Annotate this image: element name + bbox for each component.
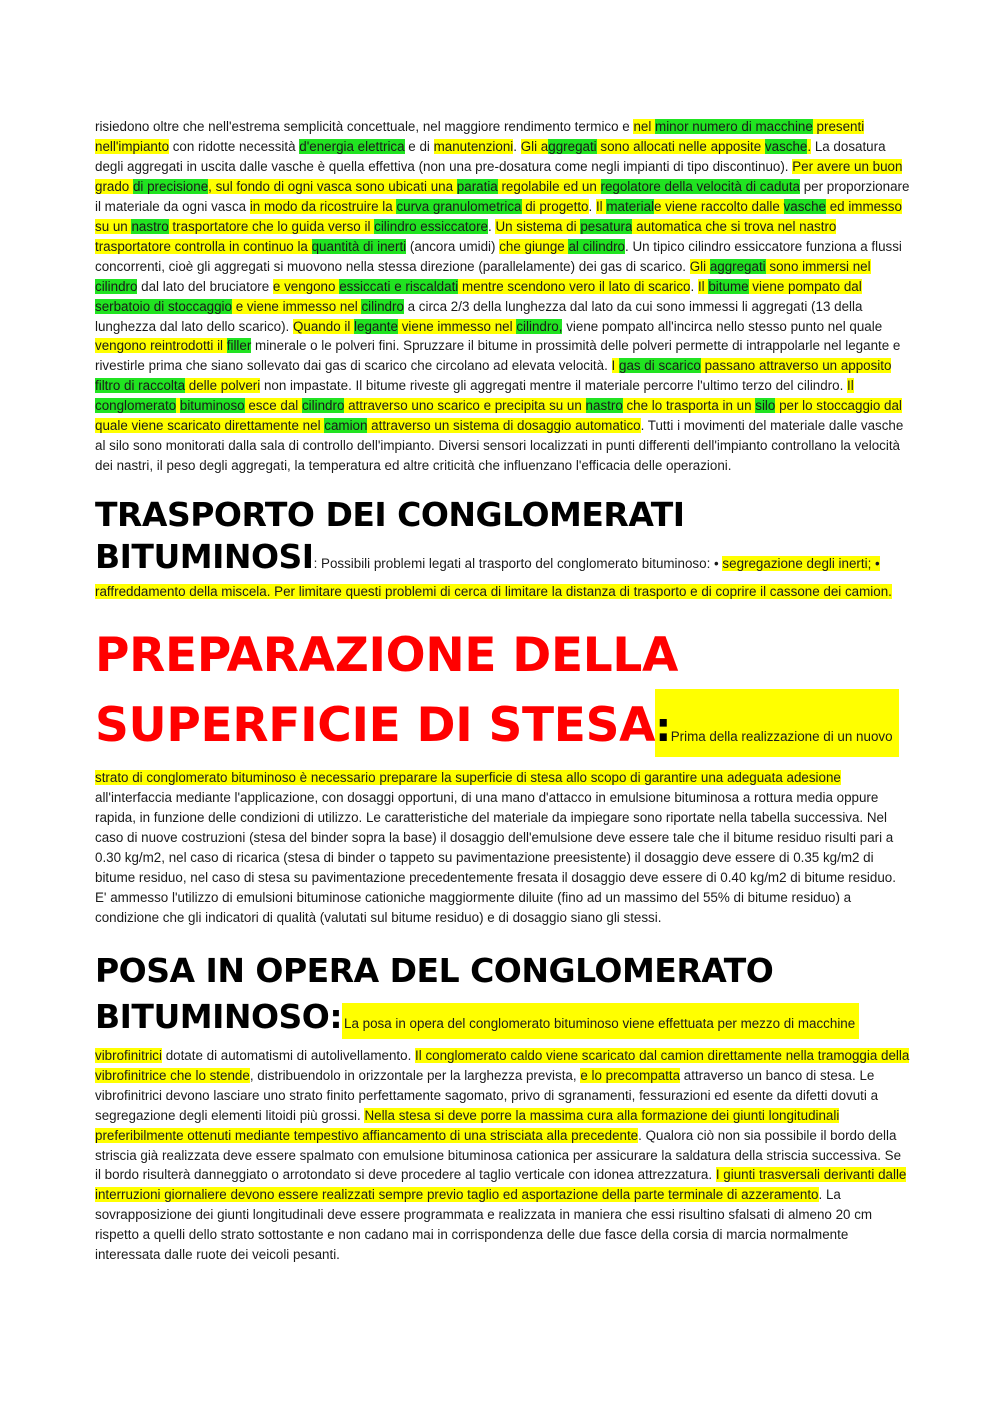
impianto-text-run-highlight-yellow: delle polveri bbox=[185, 378, 261, 394]
impianto-text-run-highlight-yellow: nel bbox=[633, 119, 656, 134]
impianto-text-run-highlight-yellow: passano attraverso un apposito bbox=[700, 358, 892, 374]
heading-preparazione-row bbox=[95, 688, 910, 764]
impianto-text-run-highlight-green: curva granulometrica bbox=[396, 198, 522, 214]
section-trasporto bbox=[95, 490, 910, 602]
impianto-text-run-highlight-green: vasche bbox=[783, 198, 826, 214]
impianto-text-run-highlight-green: filler bbox=[226, 338, 252, 354]
impianto-text-run-highlight-yellow: sono allocati nelle apposite bbox=[596, 138, 765, 154]
impianto-text-run-highlight-green: silo bbox=[755, 398, 776, 414]
impianto-text-run-highlight-yellow: viene immesso nel bbox=[397, 318, 517, 334]
impianto-text-run-highlight-yellow: , sul fondo di ogni vasca sono ubicati una bbox=[208, 178, 457, 194]
impianto-text-run-highlight-green: serbatoio di stoccaggio bbox=[95, 298, 232, 314]
impianto-text-run-highlight-green: gas di scarico bbox=[619, 358, 701, 374]
impianto-text-run-highlight-green: filtro di raccolta bbox=[95, 378, 186, 394]
impianto-text-run-highlight-yellow: I bbox=[611, 358, 619, 374]
impianto-text-run: . Un tipico cilindro essiccatore funziona a flussi concorrenti, cioè gli aggregati si muovono nella stessa direzione (parallelamente) dei gas di scarico. bbox=[95, 238, 902, 274]
heading-posa-line2: BITUMINOSO: bbox=[95, 996, 343, 1036]
preparazione-text-run-highlight-yellow: strato di conglomerato bituminoso è necessario preparare la superficie di stesa allo scopo di garantire una adeguata adesione bbox=[95, 770, 841, 786]
impianto-text-run-highlight-yellow: manutenzioni bbox=[433, 138, 514, 154]
impianto-text-run: . bbox=[690, 278, 698, 294]
impianto-text-run-highlight-yellow: per lo stoccaggio dal quale viene scaricato direttamente nel bbox=[95, 398, 902, 434]
impianto-text-run-highlight-yellow: che lo trasporta in un bbox=[622, 398, 756, 414]
impianto-text-run-highlight-green: cilindro bbox=[301, 398, 345, 414]
impianto-text-run-highlight-green: nastro bbox=[131, 218, 169, 234]
impianto-text-run: e di bbox=[404, 138, 434, 154]
impianto-text-run-highlight-green: cilindro, bbox=[516, 318, 563, 334]
impianto-text-run-highlight-yellow: di progetto bbox=[521, 198, 589, 214]
preparazione-lead: Prima della realizzazione di un nuovo bbox=[670, 729, 893, 745]
impianto-text-run-highlight-green: paratia bbox=[456, 178, 498, 194]
impianto-text-run-highlight-green: regolatore della velocità di caduta bbox=[600, 178, 800, 194]
impianto-text-run-highlight-yellow: in modo da ricostruire la bbox=[249, 198, 397, 214]
paragraph-impianto-continuo bbox=[95, 117, 910, 476]
impianto-text-run: non impastate. Il bitume riveste gli aggregati mentre il materiale percorre l'ultimo terzo del cilindro. bbox=[260, 378, 848, 394]
impianto-text-run: . bbox=[488, 218, 496, 234]
impianto-text-run-highlight-green: bituminoso bbox=[179, 398, 245, 414]
impianto-text-run-highlight-yellow: Per avere un buon grado bbox=[95, 158, 903, 194]
impianto-text-run-highlight-yellow: Il bbox=[595, 198, 607, 214]
impianto-text-run: . bbox=[513, 138, 521, 154]
impianto-text-run: (ancora umidi) bbox=[406, 238, 500, 254]
heading-trasporto-line2: BITUMINOSI bbox=[95, 537, 314, 577]
heading-posa-row bbox=[95, 992, 910, 1042]
trasporto-text-run-highlight-yellow: segregazione degli inerti; • raffreddamento della miscela. Per limitare questi problemi di cerca di limitare la distanza di trasporto e di coprire il cassone dei camion. bbox=[95, 556, 892, 600]
posa-lead-box bbox=[342, 1003, 859, 1039]
impianto-text-run-highlight-yellow: esce dal bbox=[244, 398, 302, 414]
impianto-text-run-highlight-yellow: Il bbox=[697, 278, 709, 294]
impianto-text-run: minerale o le polveri fini. Spruzzare il bitume in prossimità delle polveri permette di intrappolarle nel legante e rivestirle prima che siano sollevato dai gas di scarico che circolano ad elevata velocità. bbox=[95, 338, 901, 374]
impianto-text-run-highlight-green: legante bbox=[354, 318, 398, 334]
impianto-text-run-highlight-green: minor numero di macchine bbox=[655, 119, 813, 134]
impianto-text-run-highlight-green: cilindro bbox=[361, 298, 404, 314]
heading-trasporto-line1: TRASPORTO DEI CONGLOMERATI bbox=[95, 495, 685, 535]
posa-text-run: attraverso un banco di stesa. Le vibrofinitrici devono lasciare uno strato finito perfettamente sagomato, privo di sgranamenti, fessurazioni ed esente da difetti dovuti a segregazione degli elementi litoidi più grossi. bbox=[95, 1067, 879, 1123]
impianto-text-run-highlight-yellow: ed immesso su un bbox=[95, 198, 902, 234]
posa-text-run: . La sovrapposizione dei giunti longitudinali deve essere programmata e realizzata in maniera che essi risultino sfalsati di almeno 20 cm rispetto a quelli dello strato sottostante e non cadano mai in corrispondenza delle due fasce della corsia di marcia normalmente interessata dalle ruote dei veicoli pesanti. bbox=[95, 1187, 873, 1263]
impianto-text-run-highlight-green: al cilindro bbox=[568, 238, 626, 254]
posa-text-run-highlight-yellow: I giunti trasversali derivanti dalle interruzioni giornaliere devono essere realizzati sempre previo taglio ed asportazione della parte terminale di azzeramento bbox=[95, 1167, 907, 1203]
impianto-text-run: . Tutti i movimenti del materiale dalle vasche al silo sono monitorati dalla sala di controllo dell'impianto. Diversi sensori localizzati in punti differenti dell'impianto controllano la velocità dei nastri, il peso degli aggregati, la temperatura ed altre criticità che influenzano l'efficacia delle operazioni. bbox=[95, 418, 904, 474]
impianto-text-run-highlight-yellow: attraverso uno scarico e precipita su un bbox=[344, 398, 586, 414]
posa-text-run: dotate di automatismi di autolivellamento. bbox=[161, 1047, 416, 1063]
impianto-text-run: dal lato del bruciatore bbox=[137, 278, 273, 294]
impianto-text-run-highlight-yellow: sono immersi nel bbox=[765, 258, 871, 274]
impianto-text-run: con ridotte necessità bbox=[169, 138, 300, 154]
impianto-text-run-highlight-yellow: e vengono bbox=[272, 278, 340, 294]
impianto-text-run-highlight-yellow: . bbox=[807, 138, 812, 154]
impianto-text-run-highlight-yellow: regolabile ed un bbox=[497, 178, 601, 194]
paragraph-preparazione bbox=[95, 768, 910, 928]
impianto-text-run-highlight-yellow: Quando il bbox=[293, 318, 355, 334]
impianto-text-run-highlight-green: pesatura bbox=[580, 218, 633, 234]
posa-text-run: . Qualora ciò non sia possibile il bordo della striscia già realizzata deve essere spalmato con emulsione bituminosa cationica per assicurare la saldatura della striscia successiva. Se il bordo risulterà danneggiato o arrotondato si deve procedere al taglio verticale con idonea attrezzatura. bbox=[95, 1127, 902, 1183]
impianto-text-run-highlight-yellow: trasportatore che lo guida verso il bbox=[168, 218, 375, 234]
posa-text-run-highlight-yellow: Nella stesa si deve porre la massima cura alla formazione dei giunti longitudinali preferibilmente ottenuti mediante tempestivo affiancamento di una strisciata alla precedente bbox=[95, 1107, 840, 1143]
impianto-text-run-highlight-yellow: viene pompato dal bbox=[748, 278, 862, 294]
paragraph-trasporto bbox=[95, 532, 910, 602]
section-preparazione bbox=[95, 618, 910, 928]
impianto-text-run-highlight-yellow: Il bbox=[847, 378, 854, 394]
impianto-text-run-highlight-yellow: Un sistema di bbox=[495, 218, 581, 234]
posa-text-run: , distribuendolo in orizzontale per la larghezza prevista, bbox=[249, 1067, 581, 1083]
impianto-text-run-highlight-green: di precisione bbox=[132, 178, 209, 194]
heading-preparazione-line1: PREPARAZIONE DELLA bbox=[95, 628, 679, 684]
paragraph-posa bbox=[95, 1046, 910, 1265]
impianto-text-run-highlight-green: d'energia elettrica bbox=[299, 138, 405, 154]
impianto-text-run: . bbox=[588, 198, 596, 214]
impianto-text-run: La dosatura degli aggregati in uscita dalle vasche è quella effettiva (non una pre-dosatura come negli impianti di tipo discontinuo). bbox=[95, 138, 886, 174]
posa-text-run-highlight-yellow: Il conglomerato caldo viene scaricato dal camion direttamente nella tramoggia della vibrofinitrice che lo stende bbox=[95, 1047, 910, 1083]
impianto-text-run-highlight-green: essiccati e riscaldati bbox=[339, 278, 459, 294]
heading-preparazione-line2: SUPERFICIE DI STESA bbox=[95, 698, 656, 754]
impianto-text-run-highlight-green: cilindro bbox=[95, 278, 138, 294]
impianto-text-run-highlight-green: quantità di inerti bbox=[311, 238, 407, 254]
impianto-text-run-highlight-yellow: mentre scendono vero il lato di scarico bbox=[458, 278, 691, 294]
heading-preparazione-colon: : bbox=[655, 705, 671, 752]
impianto-text-run-highlight-yellow: presenti nell'impianto bbox=[95, 119, 865, 154]
impianto-text-run-highlight-green: aggregati bbox=[709, 258, 766, 274]
preparazione-lead-box bbox=[655, 689, 898, 757]
impianto-text-run-highlight-green: ggregati bbox=[548, 138, 597, 154]
posa-lead: La posa in opera del conglomerato bituminoso viene effettuata per mezzo di macchine bbox=[344, 1015, 856, 1031]
impianto-text-run-highlight-yellow: e viene immesso nel bbox=[231, 298, 362, 314]
impianto-text-run-highlight-green: nastro bbox=[585, 398, 623, 414]
impianto-text-run-highlight-yellow: Gli bbox=[689, 258, 710, 274]
document-page bbox=[95, 117, 910, 1265]
impianto-text-run-highlight-yellow: automatica che si trova nel nastro trasportatore controlla in continuo la bbox=[95, 218, 837, 254]
impianto-text-run-highlight-yellow: che giunge bbox=[499, 238, 569, 254]
preparazione-text-run: all'interfaccia mediante l'applicazione, con dosaggi opportuni, di una mano d'attacco in emulsione bituminosa a rottura media oppure rapida, in funzione delle condizioni di utilizzo. Le caratteristiche del materiale da impiegare sono riportate nella tabella successiva. Nel caso di nuove costruzioni (stesa del binder sopra la base) il dosaggio dell'emulsione deve essere tale che il bitume residuo risulti pari a 0.30 kg/m2, nel caso di ricarica (stesa di binder o tappeto su pavimentazione preesistente) il dosaggio deve essere di 0.35 kg/m2 di bitume residuo, nel caso di stesa su pavimentazione precedentemente fresata il dosaggio deve essere di 0.40 kg/m2 di bitume residuo. E' ammesso l'utilizzo di emulsioni bituminose cationiche maggiormente diluite (fino ad un massimo del 55% di bitume residuo) a condizione che gli indicatori di qualità (valutati sul bitume residuo) e di dosaggio siano gli stessi. bbox=[95, 790, 896, 925]
posa-text-run-highlight-yellow: vibrofinitrici bbox=[95, 1047, 162, 1063]
impianto-text-run-highlight-yellow: vengono reintrodotti il bbox=[95, 338, 227, 354]
impianto-text-run-highlight-green: bitume bbox=[708, 278, 749, 294]
impianto-text-run: risiedono oltre che nell'estrema semplicità concettuale, nel maggiore rendimento termico e bbox=[95, 119, 634, 134]
impianto-text-run-highlight-green: cilindro essiccatore bbox=[374, 218, 489, 234]
heading-posa-line1: POSA IN OPERA DEL CONGLOMERATO bbox=[95, 950, 774, 990]
impianto-text-run-highlight-green: conglomerato bbox=[95, 398, 177, 414]
impianto-text-run-highlight-green: vasche bbox=[764, 138, 808, 154]
posa-text-run-highlight-yellow: e lo precompatta bbox=[580, 1067, 681, 1083]
impianto-text-run: a circa 2/3 della lunghezza dal lato da cui sono immessi li aggregati (13 della lunghezza dal lato dello scarico). bbox=[95, 298, 863, 334]
impianto-text-run-highlight-yellow: e viene raccolto dalle bbox=[654, 198, 784, 214]
impianto-text-run-highlight-yellow: attraverso un sistema di dosaggio automatico bbox=[367, 418, 641, 434]
impianto-text-run-highlight-green: camion bbox=[324, 418, 368, 434]
impianto-text-run-highlight-green: material bbox=[606, 198, 655, 214]
impianto-text-run-highlight-yellow: Gli a bbox=[520, 138, 549, 154]
impianto-text-run: per proporzionare il materiale da ogni vasca bbox=[95, 178, 910, 214]
impianto-text-run: viene pompato all'incirca nello stesso punto nel quale bbox=[562, 318, 883, 334]
trasporto-text-run: : Possibili problemi legati al trasporto del conglomerato bituminoso: • bbox=[313, 556, 723, 572]
section-posa bbox=[95, 946, 910, 1265]
